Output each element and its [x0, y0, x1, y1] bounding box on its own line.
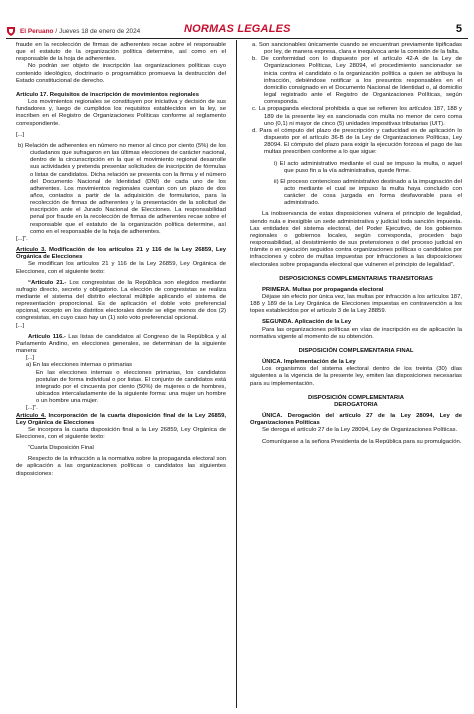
paragraph: En las elecciones internas o elecciones primarias, los candidatos postulan de forma individual o por listas. El conjunto de candidatos está integrado por el cincuenta por ciento (50%) de mujeres o de hombres, ubicados intercaladamente de la siguiente forma: una mujer un hombre o un hombre una mujer.: [36, 369, 226, 405]
column-divider: [236, 40, 237, 708]
article-heading: Incorporación de la cuarta disposición final de la Ley 26859, Ley Orgánica de Elecciones: [16, 412, 227, 426]
issue-date: Jueves 18 de enero de 2024: [59, 28, 141, 35]
paragraph: Los movimientos regionales se constituyen por iniciativa y decisión de sus fundadores y, luego de cumplidos los requisitos establecidos en la ley, se inscriben en el Registro de Organizaciones Políticas conforme al reglamento correspondiente.: [16, 99, 226, 127]
article-heading: Modificación de los artículos 21 y 116 de la Ley 26859, Ley Orgánica de Elecciones: [16, 247, 227, 261]
article-label: Artículo 4.: [16, 412, 46, 419]
list-item: b. De conformidad con lo dispuesto por el artículo 42-A de la Ley de Organizaciones Políticas, Ley 28094, el procedimiento sancionador se inicia contra el candidato o la organización política a quien se atribuya la infracción, debiéndose notificar a los presuntos responsables en el domicilio consignado en el Documento Nacional de Identidad o, al domicilio legal registrado ante el Registro de Organizaciones Políticas, según corresponda.: [252, 56, 462, 106]
page-header: [0, 0, 474, 42]
paragraph: Se deroga el artículo 27 de la Ley 28094, Ley de Organizaciones Políticas.: [262, 427, 458, 434]
provision-heading: PRIMERA. Multas por propaganda electoral: [262, 286, 384, 293]
provision-heading: ÚNICA. Derogación del artículo 27 de la Ley 28094, Ley de Organizaciones Políticas: [250, 413, 462, 427]
paragraph: Comuníquese a la señora Presidenta de la República para su promulgación.: [262, 438, 462, 445]
paragraph: Se modifican los artículos 21 y 116 de la Ley 26859, Ley Orgánica de Elecciones, con el siguiente texto:: [16, 261, 226, 275]
paragraph: La inobservancia de estas disposiciones vulnera el principio de legalidad, siendo nula e inexigible un sede administrativa y judicial toda sanción impuesta. Las entidades del sistema electoral, del Poder Ejecutivo, de los gobiernos regionales o gobiernos locales, según corresponda, proceden bajo responsabilidad, al desistimiento de sus pretensiones o del proceso judicial en trámite o en ejecución seguidos contra organizaciones políticas o candidatos por infracciones y cobro de multas impuestas por infracciones a las disposiciones electorales sobre propaganda electoral que vulneren el principio de legalidad”.: [250, 211, 462, 268]
ellipsis: [...]”.: [16, 235, 28, 242]
section-heading: DISPOSICIÓN COMPLEMENTARIA DEROGATORIA: [307, 394, 405, 408]
section-heading: DISPOSICIONES COMPLEMENTARIAS TRANSITORIAS: [279, 275, 433, 282]
quoted-heading: “Cuarta Disposición Final: [28, 445, 94, 452]
ellipsis: [...]”.: [26, 405, 38, 412]
paragraph: Las listas de candidatos al Congreso de la República y al Parlamento Andino, en elecciones generales, se determinan de la siguiente manera:: [16, 333, 226, 355]
left-column: [16, 42, 226, 478]
list-item: i) El acto administrativo mediante el cual se impuso la multa, o aquel que puso fin a la vía administrativa, quede firme.: [274, 160, 462, 174]
article-label: Artículo 3.: [16, 247, 47, 254]
article-label: “Artículo 21.-: [28, 279, 67, 286]
paragraph: No podrán ser objeto de inscripción las organizaciones políticas cuyo contenido ideológico, doctrinario o programático promueva la destrucción del Estado constitucional de derecho.: [16, 63, 226, 84]
header-separator: /: [55, 28, 58, 35]
ellipsis: [...]: [16, 131, 25, 138]
list-item: a) En las elecciones internas o primarias: [26, 362, 133, 369]
brand-name: El Peruano: [20, 28, 54, 35]
right-column: [250, 42, 462, 446]
article-label: Artículo 116.-: [28, 333, 66, 340]
ellipsis: [...]: [16, 322, 25, 329]
list-item: a. Son sancionables únicamente cuando se encuentran previamente tipificadas por ley, de manera expresa, clara e inequívoca ante la comisión de la falta.: [252, 42, 462, 56]
paragraph: Los organismos del sistema electoral dentro de los treinta (30) días siguientes a la vigencia de la presente ley, emiten las disposiciones necesarias para su implementación.: [250, 366, 462, 387]
coat-of-arms-icon: [6, 26, 16, 37]
paragraph: Déjase sin efecto por única vez, las multas por infracción a los artículos 187, 188 y 189 de la Ley Orgánica de Elecciones impuestas en contravención a los topes establecidos por el artículo 3 de la Ley 28859.: [250, 294, 462, 315]
list-item: c. La propaganda electoral prohibida a que se refieren los artículos 187, 188 y 189 de la presente ley es sancionada con multa no menor de cero coma uno (0,1) ni mayor de cinco (5) unidades impositivas tributarias (UIT).: [252, 106, 462, 127]
article-heading: Artículo 17. Requisitos de inscripción de movimientos regionales: [16, 91, 199, 98]
masthead: [6, 26, 140, 37]
header-rule: [6, 38, 468, 39]
paragraph: Los congresistas de la República son elegidos mediante sufragio directo, secreto y obligatorio. La elección de congresistas se realiza mediante el sistema del distrito electoral múltiple aplicando el sistema de representación proporcional. Es de aplicación el doble voto preferencial opcional, excepto en los distritos electorales donde se elige menos de dos (2) congresistas, en cuyo caso hay un (1) solo voto preferencial opcional.: [16, 279, 226, 322]
provision-heading: ÚNICA. Implementación de la Ley: [262, 359, 356, 366]
ellipsis: [...]: [26, 355, 35, 362]
section-heading: DISPOSICIÓN COMPLEMENTARIA FINAL: [298, 347, 414, 354]
list-item: b) Relación de adherentes en número no menor al cinco por ciento (5%) de los ciudadanos que sufragaron en las últimas elecciones de carácter nacional, dentro de la circunscripción en la que el movimiento regional desarrolle sus actividades y pretenda presentar solicitudes de inscripción de fórmulas o listas de candidatos. Dicha relación se presenta con la firma y el número del Documento Nacional de Identidad (DNI) de cada uno de los adherentes. Los movimientos regionales cuentan con un plazo de dos años, contados a partir de la adquisición de formularios, para la recolección de firmas de adherentes y la presentación de la solicitud de inscripción ante el Jurado Nacional de Elecciones. La responsabilidad penal por fraude en la recolección de firmas de adherentes recae sobre el responsable que el estatuto de la organización política determine, así como en el responsable de la hoja de adherentes.: [18, 142, 226, 235]
paragraph: Respecto de la infracción a la normativa sobre la propaganda electoral son de aplicación a las organizaciones políticas o candidatos las siguientes disposiciones:: [16, 456, 226, 477]
provision-heading: SEGUNDA. Aplicación de la Ley: [262, 319, 352, 326]
section-title: NORMAS LEGALES: [184, 23, 291, 35]
list-item: d. Para el cómputo del plazo de prescripción y caducidad es de aplicación lo dispuesto por el artículo 36-B de la Ley de Organizaciones Políticas, Ley 28094. El cómputo del plazo para exigir la ejecución forzosa el pago de las multas prescriben conforme a lo que sigue:: [252, 127, 462, 156]
paragraph: Para las organizaciones políticas en vías de inscripción es de aplicación la normativa vigente al momento de su obtención.: [250, 326, 462, 340]
page-number: 5: [455, 23, 462, 35]
paragraph: fraude en la recolección de firmas de adherentes recae sobre el responsable que el estatuto de la organización política determine, así como en el responsable de la hoja de adherentes.: [16, 42, 226, 63]
paragraph: Se incorpora la cuarta disposición final a la Ley 26859, Ley Orgánica de Elecciones, con el siguiente texto:: [16, 426, 226, 440]
list-item: ii) El proceso contencioso administrativo destinado a la impugnación del acto mediante el cual se impuso la multa haya concluido con carácter de cosa juzgada en forma desfavorable para el administrado.: [274, 178, 462, 207]
